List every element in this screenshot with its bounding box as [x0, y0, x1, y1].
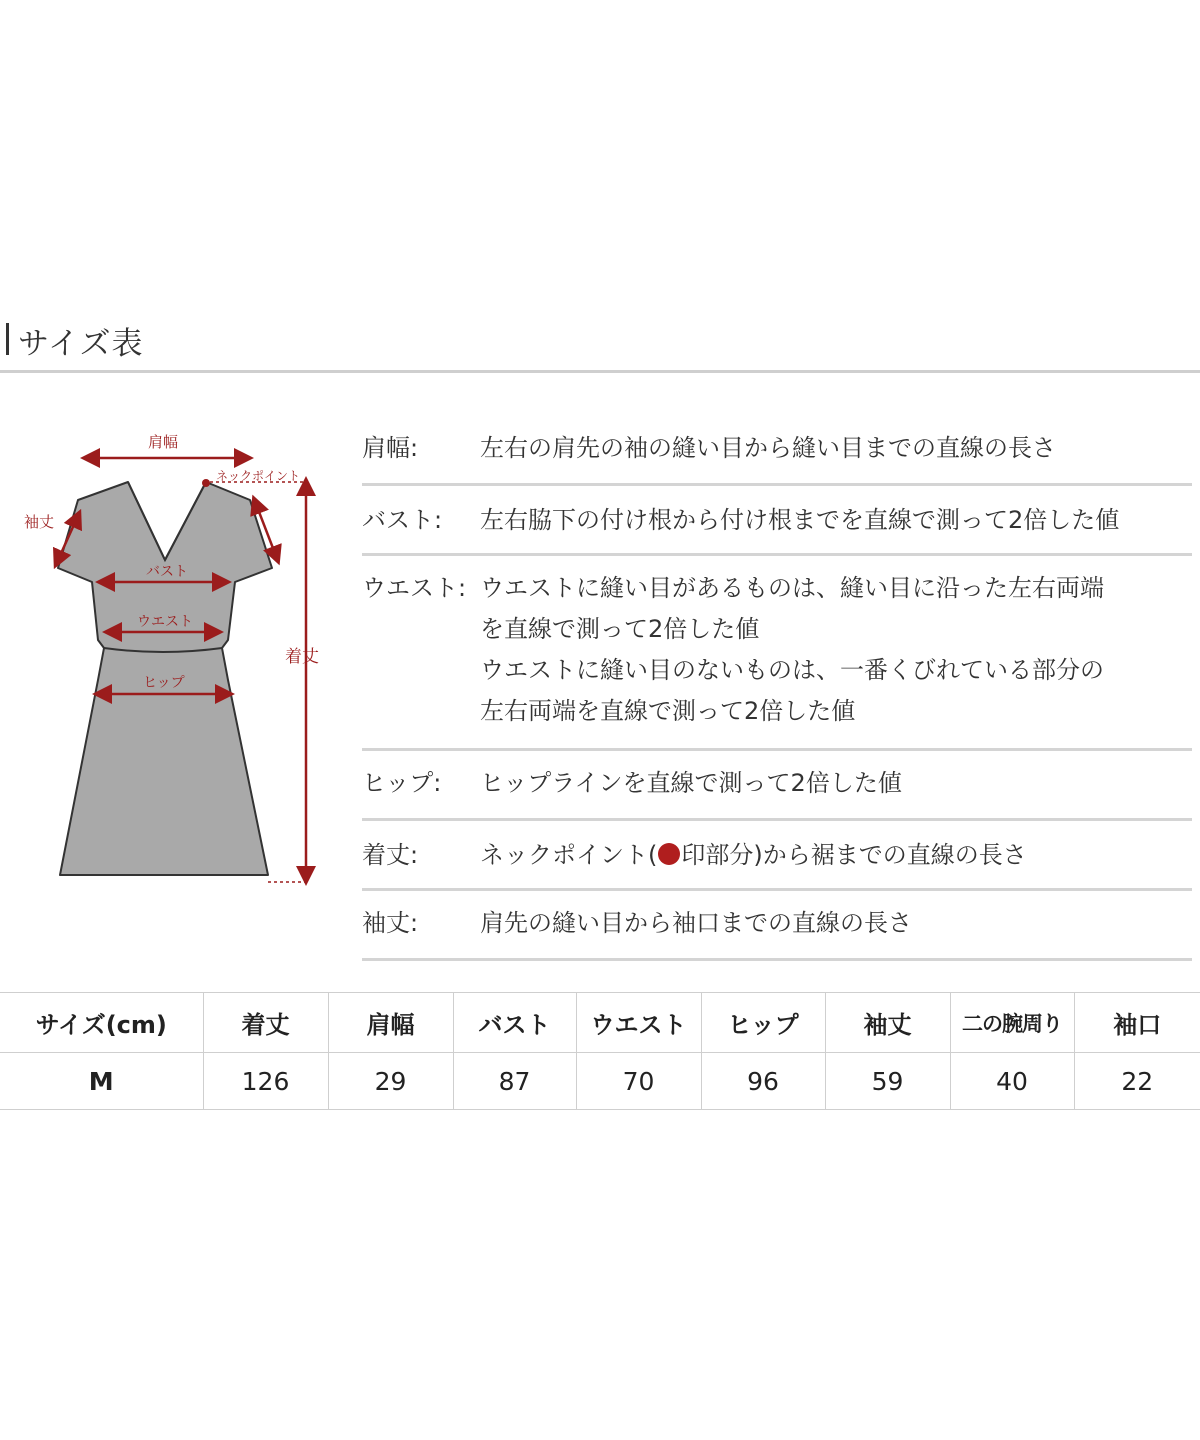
title-accent-bar [6, 323, 9, 355]
definition-term: 袖丈: [362, 909, 419, 937]
title-divider [0, 370, 1200, 373]
header-hip: ヒップ [701, 993, 825, 1053]
definition-hip [362, 751, 1192, 821]
cell-waist: 70 [576, 1053, 701, 1110]
header-cuff: 袖口 [1074, 993, 1200, 1053]
definition-waist [362, 556, 1192, 751]
definition-text: 左右脇下の付け根から付け根までを直線で測って2倍した値 [480, 506, 1120, 534]
definition-bust [362, 486, 1192, 556]
measurement-definitions [362, 418, 1192, 961]
label-neck-point: ネックポイント [216, 469, 301, 483]
definition-text: ウエストに縫い目があるものは、縫い目に沿った左右両端 を直線で測って2倍した値 ウエストに縫い目のないものは、一番くびれている部分の 左右両端を直線で測って2倍した値 [480, 574, 1104, 725]
cell-length: 126 [203, 1053, 328, 1110]
label-waist: ウエスト [137, 614, 193, 630]
neck-point-dot-icon [658, 843, 680, 865]
header-waist: ウエスト [576, 993, 701, 1053]
definition-term: 着丈: [362, 841, 419, 869]
dress-illustration [0, 420, 345, 900]
cell-shoulder: 29 [328, 1053, 453, 1110]
definition-text: ヒップラインを直線で測って2倍した値 [480, 769, 902, 797]
header-bust: バスト [453, 993, 576, 1053]
definition-length [362, 821, 1192, 891]
cell-size: M [0, 1053, 203, 1110]
definition-shoulder [362, 418, 1192, 486]
cell-hip: 96 [701, 1053, 825, 1110]
header-length: 着丈 [203, 993, 328, 1053]
definition-sleeve [362, 891, 1192, 961]
header-sleeve: 袖丈 [825, 993, 950, 1053]
cell-bust: 87 [453, 1053, 576, 1110]
label-sleeve: 袖丈 [24, 513, 55, 531]
cell-upper-arm: 40 [950, 1053, 1074, 1110]
definition-term: ヒップ: [362, 769, 442, 797]
label-bust: バスト [146, 564, 188, 580]
size-table-header-row [0, 993, 1200, 1053]
definition-term: ウエスト: [362, 574, 467, 602]
definition-term: バスト: [362, 506, 443, 534]
header-upper-arm: 二の腕周り [950, 993, 1074, 1053]
definition-text: ネックポイント( 印部分)から裾までの直線の長さ [480, 841, 1027, 869]
label-length: 着丈 [285, 647, 319, 667]
cell-cuff: 22 [1074, 1053, 1200, 1110]
neck-point-marker [202, 479, 210, 487]
header-shoulder: 肩幅 [328, 993, 453, 1053]
section-title: サイズ表 [18, 326, 144, 362]
header-size: サイズ(cm) [0, 993, 203, 1053]
size-table [0, 992, 1200, 1110]
garment-diagram [0, 420, 345, 900]
label-hip: ヒップ [143, 675, 185, 691]
definition-text: 左右の肩先の袖の縫い目から縫い目までの直線の長さ [480, 434, 1056, 462]
label-shoulder: 肩幅 [148, 433, 179, 451]
table-row [0, 1053, 1200, 1110]
definition-term: 肩幅: [362, 434, 419, 462]
definition-text: 肩先の縫い目から袖口までの直線の長さ [480, 909, 912, 937]
cell-sleeve: 59 [825, 1053, 950, 1110]
